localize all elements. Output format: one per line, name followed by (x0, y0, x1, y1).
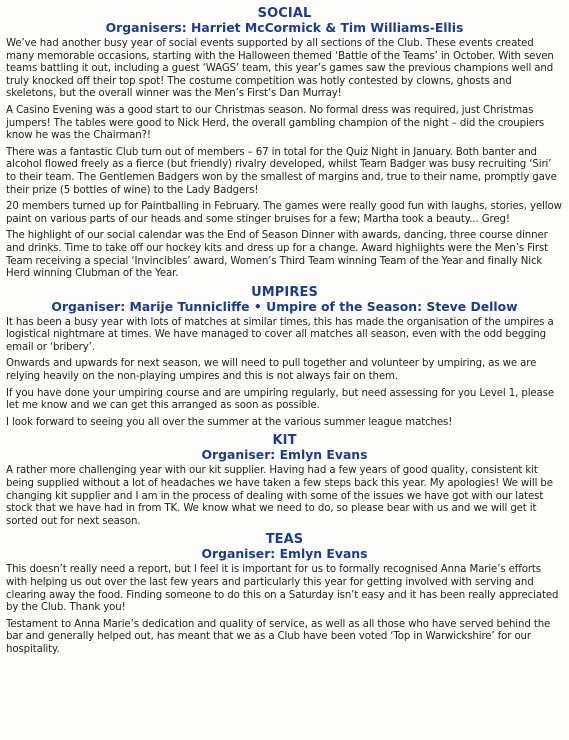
social-paragraph-1: We’ve had another busy year of social events supported by all sections of the Club. These events created many memorable occasions, starting with the Halloween themed ‘Battle of the Teams’ in October. With seven teams battling it out, including a guest ‘WAGS’ team, this year’s games saw the previous champions well and truly knocked off their top spot! The costume competition was hotly contested by clowns, ghosts and skeletons, but the overall winner was the Men’s First’s Dan Murray! (6, 38, 554, 100)
social-paragraph-3: There was a fantastic Club turn out of members – 67 in total for the Quiz Night in January. Both banter and alcohol flowed freely as a fierce (but friendly) rivalry developed, whilst Team Badger was busy recruiting ‘Siri’ to their team. The Gentlemen Badgers won by the smallest of margins and, true to their name, promptly gave their prize (5 bottles of wine) to the Lady Badgers! (6, 146, 557, 196)
social-paragraph-2: A Casino Evening was a good start to our Christmas season. No formal dress was required, just Christmas jumpers! The tables were good to Nick Herd, the overall gambling champion of the night – did the croupiers know he was the Chairman?! (6, 104, 545, 142)
umpires-paragraph-4: I look forward to seeing you all over the summer at the various summer league matches! (6, 416, 453, 428)
umpires-paragraph-3: If you have done your umpiring course and are umpiring regularly, but need assessing for you Level 1, please let me know and we can get this arranged as soon as possible. (6, 387, 555, 412)
kit-heading: KIT (272, 433, 297, 449)
umpires-paragraph-1: It has been a busy year with lots of matches at similar times, this has made the organisation of the umpires a logistical nightmare at times. We have managed to cover all matches all season, even with the odd begging email or ‘bribery’. (6, 316, 554, 353)
umpires-organiser: Organiser: Marije Tunnicliffe • Umpire of the Season: Steve Dellow (51, 298, 518, 314)
social-organisers: Organisers: Harriet McCormick & Tim Williams-Ellis (105, 20, 464, 35)
social-paragraph-5: The highlight of our social calendar was the End of Season Dinner with awards, dancing, three course dinner and drinks. Time to take off our hockey kits and dress up for a change. Award highlights were the Men’s First Team receiving a special ‘Invincibles’ award, Women’s Third Team winning Team of the Year and finally Nick Herd winning Clubman of the Year. (6, 230, 549, 280)
teas-section (6, 532, 563, 656)
kit-paragraph-1: A rather more challenging year with our kit supplier. Having had a few years of good quality, consistent kit being supplied without a lot of headaches we have taken a few steps back this year. My apologies! We will be changing kit supplier and I am in the process of dealing with some of the issues we have got with our latest stock that we have had in from TK. We know what we need to do, so please bear with us and we will get it sorted out for next season. (6, 465, 553, 527)
teas-paragraph-2: Testament to Anna Marie’s dedication and quality of service, as well as all those who have served behind the bar and generally helped out, has meant that we as a Club have been voted ‘Top in Warwickshire’ for our hospitality. (6, 618, 551, 655)
social-heading: SOCIAL (257, 6, 312, 21)
umpires-paragraph-2: Onwards and upwards for next season, we will need to pull together and volunteer by umpiring, as we are relying heavily on the non-playing umpires and this is not always fair on them. (6, 358, 537, 383)
umpires-heading: UMPIRES (251, 284, 318, 300)
teas-organiser: Organiser: Emlyn Evans (201, 546, 368, 562)
kit-organiser: Organiser: Emlyn Evans (201, 447, 368, 463)
kit-section (6, 433, 563, 528)
social-section (6, 6, 563, 281)
umpires-section (6, 285, 563, 430)
social-paragraph-4: 20 members turned up for Paintballing in February. The games were really good fun with laughs, stories, yellow paint on various parts of our heads and some stinger bruises for a few; Martha took a beauty... Greg! (6, 201, 562, 225)
teas-paragraph-1: This doesn’t really need a report, but I feel it is important for us to formally recognised Anna Marie’s efforts with helping us out over the last few years and particularly this year for getting involved with serving and clearing away the food. Finding someone to do this on a Saturday isn’t easy and it has been really appreciated by the Club. Thank you! (6, 564, 559, 614)
teas-heading: TEAS (265, 532, 304, 548)
